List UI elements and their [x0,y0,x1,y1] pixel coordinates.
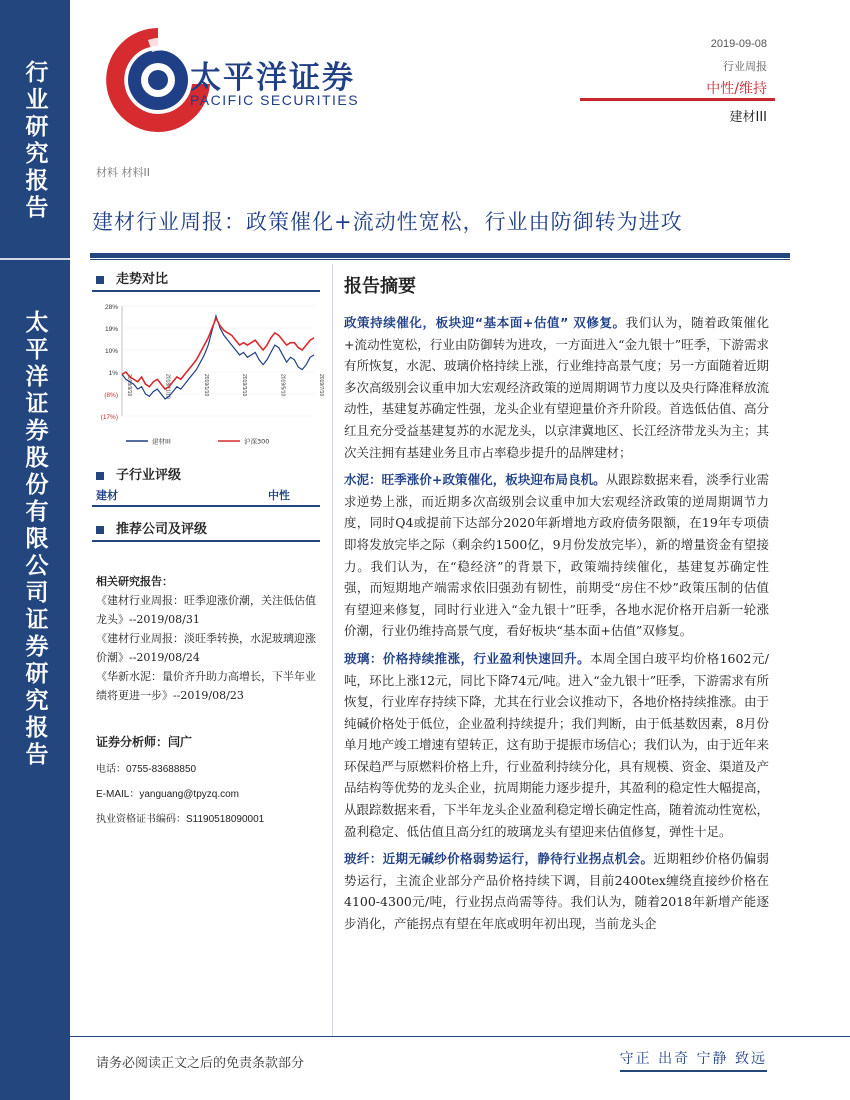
related-reports [96,572,322,705]
x-tick-label: 2018/9/10 [126,374,132,397]
related-report-link[interactable]: 《建材行业周报：旺季迎涨价潮，关注低估值龙头》--2019/08/31 [96,594,316,626]
subindustry-row [96,487,322,503]
column-divider [332,264,333,1036]
industry-rating: 中性/维持 [706,81,767,97]
analyst-email[interactable]: E-MAIL：yanguang@tpyzq.com [96,789,239,800]
analyst-cert: 执业资格证书编码：S1190518090001 [96,814,265,825]
related-report-link[interactable]: 《华新水泥：量价齐升助力高增长，下半年业绩将更进一步》--2019/08/23 [96,670,316,702]
subindustry-rating: 中性 [268,489,290,502]
related-report-link[interactable]: 《建材行业周报：淡旺季转换，水泥玻璃迎涨价潮》--2019/08/24 [96,632,316,664]
related-heading: 相关研究报告： [96,575,173,588]
report-title: 建材行业周报：政策催化+流动性宽松，行业由防御转为进攻 [92,210,683,234]
bullet-square-icon [96,472,104,480]
y-tick-label: 1% [108,370,118,377]
x-tick-label: 2019/5/10 [279,374,286,397]
abstract-paragraph: 玻纤：近期无碱纱价格弱势运行，静待行业拐点机会。近期粗纱价格仍偏弱势运行，主流企业部分产品价格持续下调，目前2400tex缠绕直接纱价格在4100-4300元/吨，行业拐点尚需等待。我们认为，随着2018年新增产能逐步消化，产能拐点有望在年底或明年初出现，当前龙头企 [344,851,769,932]
title-divider-thin [90,259,790,260]
sidebar-bottom-text: 太平洋证券股份有限公司证券研究报告 [21,310,49,769]
trend-chart [92,298,324,458]
trend-heading-line [92,290,320,292]
analyst-phone: 电话：0755-83688850 [96,764,197,775]
sidebar [0,0,70,1100]
abstract-paragraph: 玻璃：价格持续推涨，行业盈利快速回升。本周全国白玻平均价格1602元/吨，环比上涨12元，同比下降74元/吨。进入“金九银十”旺季，下游需求有所恢复，行业库存持续下降，尤其在行业会议推动下，各地价格持续推涨。由于纯碱价格处于低位，企业盈利持续提升；我们判断，由于低基数因素，8月份单月地产竣工增速有望转正，这有助于提振市场信心；我们认为，由于近年来环保趋严与原燃料价格上升，行业盈利持续分化，具有规模、资金、渠道及产品结构等优势的龙头企业，抗周期能力逐步提升，其盈利的稳定性大幅提高，从跟踪数据来看，下半年龙头企业盈利稳定增长确定性高，随着流动性宽松，盈利稳定、低估值且高分红的玻璃龙头有望迎来估值修复，弹性十足。 [344,650,770,839]
subindustry-line [92,505,320,507]
x-tick-label: 2019/3/10 [241,374,248,397]
x-tick-label: 2018/11/10 [164,374,171,399]
industry-name: 建材III [729,110,767,125]
bullet-square-icon [96,276,104,284]
bullet-square-icon [96,526,104,534]
y-tick-label: 28% [104,304,118,311]
x-tick-label: 2019/7/10 [318,374,324,397]
legend-label: 沪深300 [244,437,270,446]
report-type: 行业周报 [723,60,767,73]
logo-name-en: PACIFIC SECURITIES [190,92,360,108]
y-tick-label: 19% [104,326,118,333]
recommend-line [92,540,320,542]
trend-heading: 走势对比 [96,268,168,287]
y-tick-label: (8%) [104,392,118,399]
title-divider [90,253,790,258]
y-tick-label: 10% [104,348,118,355]
legend-label: 建材III [152,437,171,446]
logo-name-cn: 太平洋证券 [190,60,355,96]
sidebar-bottom [0,310,70,810]
subindustry-name: 建材 [96,489,118,502]
abstract-title: 报告摘要 [344,276,416,297]
abstract-paragraph: 水泥：旺季涨价+政策催化，板块迎布局良机。从跟踪数据来看，淡季行业需求逆势上涨，而近期多次高级别会议重申加大宏观经济政策的逆周期调节力度，同时Q4或提前下达部分2020年新增地方政府债务限额，在19年专项债即将发放完毕之际（剩余约1500亿，9月份发放完毕），新的增量资金有望接力。我们认为，在“稳经济”的背景下，政策端持续催化，基建复苏确定性强，而短期地产端需求依旧强劲有韧性，前期受“房住不炒”政策压制的估值有望迎来修复，同时行业进入“金九银十”旺季，各地水泥价格开启新一轮涨价潮，行业仍维持高景气度，看好板块“基本面+估值”双修复。 [344,472,769,639]
y-tick-label: (17%) [100,414,118,421]
abstract-body [344,312,769,941]
abstract-paragraph: 政策持续催化，板块迎“基本面+估值” 双修复。我们认为，随着政策催化+流动性宽松，行业由防御转为进攻，一方面进入“金九银十”旺季，下游需求有所恢复，水泥、玻璃价格持续上涨，行业维持高景气度；另一方面随着近期多次高级别会议重申加大宏观经济政策的逆周期调节力度以及央行降准释放流动性，基建复苏确定性强，龙头企业有望迎量价齐升阶段。首选低估值、高分红且充分受益基建复苏的水泥龙头，以京津冀地区、长江经济带龙头为主；其次关注拥有基建业务且市占率稳步提升的品牌建材； [344,315,770,460]
rating-underline [580,98,775,101]
recommend-heading: 推荐公司及评级 [96,518,207,537]
footer-disclaimer: 请务必阅读正文之后的免责条款部分 [96,1056,305,1071]
sidebar-divider [0,258,70,260]
footer-divider [70,1036,850,1037]
category-path: 材料 材料II [96,166,150,179]
sidebar-top-text: 行业研究报告 [21,60,49,222]
report-date: 2019-09-08 [710,38,767,50]
sidebar-top [0,60,70,260]
footer-motto: 守正 出奇 宁静 致远 [620,1048,767,1072]
analyst-name: 证券分析师：闫广 [96,735,193,749]
x-tick-label: 2019/1/10 [202,374,209,397]
subindustry-heading: 子行业评级 [96,464,181,483]
